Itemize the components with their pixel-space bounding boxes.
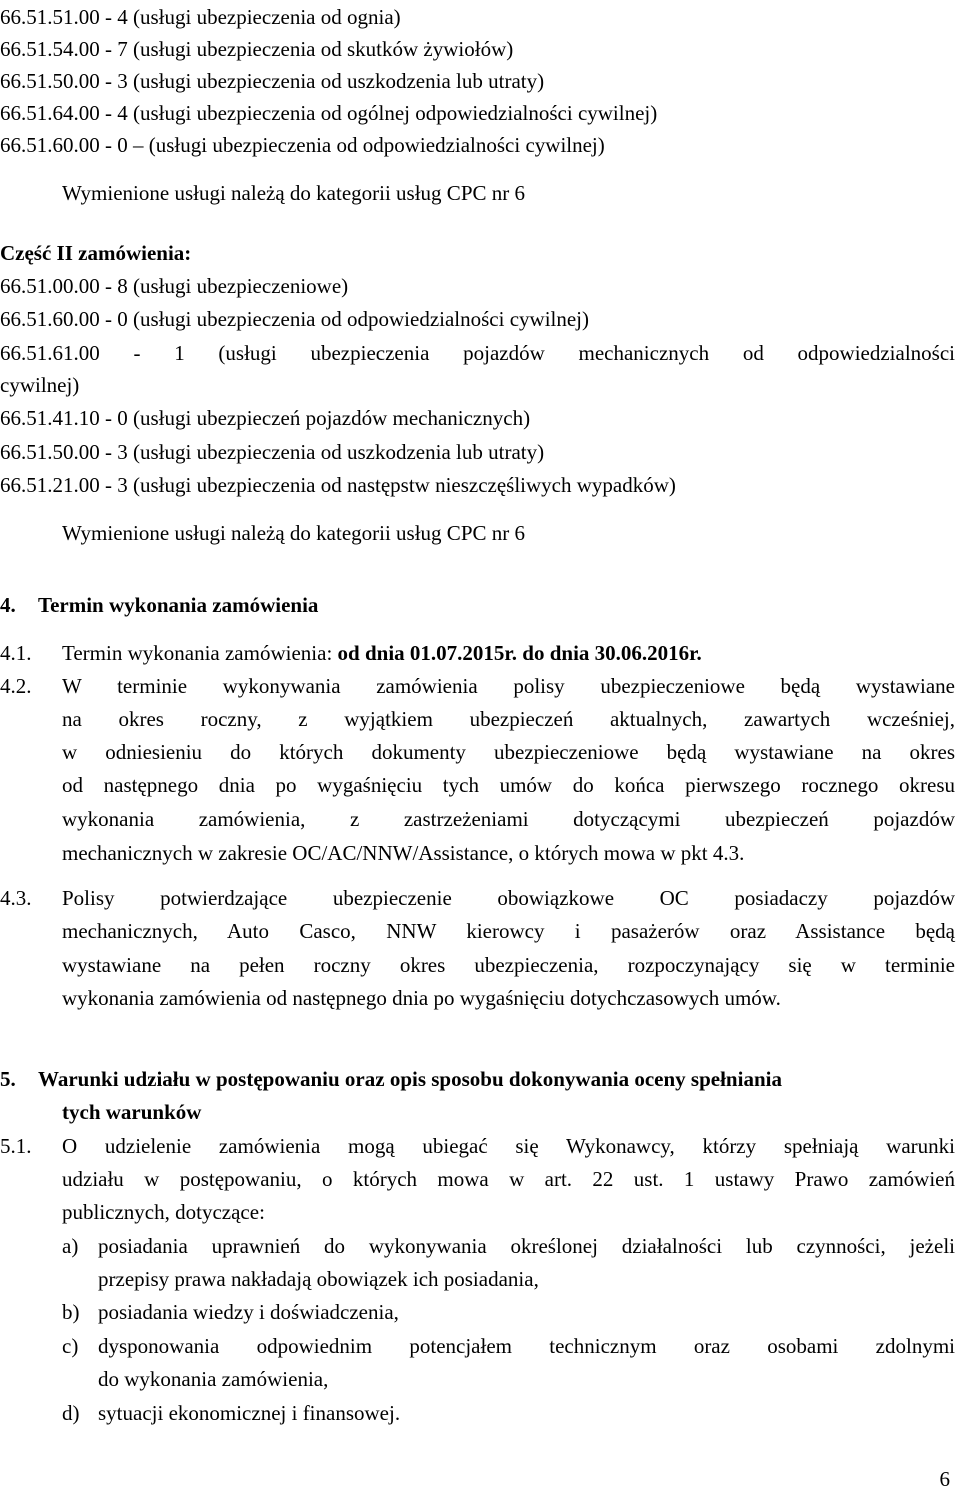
- paragraph-line: mechanicznych, Auto Casco, NNW kierowcy i pasażerów oraz Assistance będą: [62, 919, 955, 943]
- list-item-line: przepisy prawa nakładają obowiązek ich posiadania,: [98, 1267, 539, 1291]
- section-title: Warunki udziału w postępowaniu oraz opis sposobu dokonywania oceny spełniania: [38, 1067, 782, 1091]
- service-line: 66.51.50.00 - 3 (usługi ubezpieczenia od uszkodzenia lub utraty): [0, 440, 545, 464]
- paragraph-line: udziału w postępowaniu, o których mowa w art. 22 ust. 1 ustawy Prawo zamówień: [62, 1167, 955, 1191]
- section-number: 5.: [0, 1067, 16, 1091]
- list-item-letter: c): [62, 1334, 79, 1358]
- service-line: 66.51.41.10 - 0 (usługi ubezpieczeń pojazdów mechanicznych): [0, 406, 531, 430]
- term-dates: od dnia 01.07.2015r. do dnia 30.06.2016r.: [337, 641, 702, 665]
- service-line: 66.51.21.00 - 3 (usługi ubezpieczenia od następstw nieszczęśliwych wypadków): [0, 473, 676, 497]
- paragraph-line: Polisy potwierdzające ubezpieczenie obowiązkowe OC posiadaczy pojazdów: [62, 886, 955, 910]
- paragraph-line: W terminie wykonywania zamówienia polisy ubezpieczeniowe będą wystawiane: [62, 674, 955, 698]
- paragraph-line: wykonania zamówienia, z zastrzeżeniami dotyczącymi ubezpieczeń pojazdów: [62, 807, 955, 831]
- service-line: cywilnej): [0, 373, 80, 397]
- service-line: 66.51.60.00 - 0 – (usługi ubezpieczenia od odpowiedzialności cywilnej): [0, 133, 605, 157]
- service-line: 66.51.00.00 - 8 (usługi ubezpieczeniowe): [0, 274, 349, 298]
- paragraph-number: 5.1.: [0, 1134, 32, 1158]
- service-line: 66.51.50.00 - 3 (usługi ubezpieczenia od uszkodzenia lub utraty): [0, 69, 545, 93]
- cpc-note: Wymienione usługi należą do kategorii usług CPC nr 6: [62, 181, 525, 205]
- paragraph-line: mechanicznych w zakresie OC/AC/NNW/Assistance, o których mowa w pkt 4.3.: [62, 841, 745, 865]
- list-item-letter: a): [62, 1234, 79, 1258]
- list-item-line: posiadania wiedzy i doświadczenia,: [98, 1300, 399, 1324]
- paragraph-number: 4.2.: [0, 674, 32, 698]
- service-line: 66.51.60.00 - 0 (usługi ubezpieczenia od odpowiedzialności cywilnej): [0, 307, 590, 331]
- service-line: 66.51.54.00 - 7 (usługi ubezpieczenia od skutków żywiołów): [0, 37, 514, 61]
- term-label: Termin wykonania zamówienia:: [62, 641, 338, 665]
- part-heading: Część II zamówienia:: [0, 241, 192, 265]
- list-item-line: dysponowania odpowiednim potencjałem technicznym oraz osobami zdolnymi: [98, 1334, 955, 1358]
- paragraph-line: w odniesieniu do których dokumenty ubezpieczeniowe będą wystawiane na okres: [62, 740, 955, 764]
- paragraph-line: wystawiane na pełen roczny okres ubezpieczenia, rozpoczynający się w terminie: [62, 953, 955, 977]
- list-item-line: do wykonania zamówienia,: [98, 1367, 329, 1391]
- cpc-note: Wymienione usługi należą do kategorii usług CPC nr 6: [62, 521, 525, 545]
- paragraph-line: publicznych, dotyczące:: [62, 1200, 265, 1224]
- paragraph-line: O udzielenie zamówienia mogą ubiegać się Wykonawcy, którzy spełniają warunki: [62, 1134, 955, 1158]
- term-line: [62, 640, 702, 666]
- paragraph-number: 4.1.: [0, 641, 32, 665]
- section-title: tych warunków: [62, 1100, 202, 1124]
- list-item-letter: d): [62, 1401, 80, 1425]
- section-number: 4.: [0, 593, 16, 617]
- service-line: 66.51.64.00 - 4 (usługi ubezpieczenia od ogólnej odpowiedzialności cywilnej): [0, 101, 658, 125]
- service-line: 66.51.51.00 - 4 (usługi ubezpieczenia od ognia): [0, 5, 401, 29]
- list-item-line: sytuacji ekonomicznej i finansowej.: [98, 1401, 401, 1425]
- list-item-line: posiadania uprawnień do wykonywania określonej działalności lub czynności, jeżeli: [98, 1234, 955, 1258]
- paragraph-line: wykonania zamówienia od następnego dnia po wygaśnięciu dotychczasowych umów.: [62, 986, 781, 1010]
- service-line: 66.51.61.00 - 1 (usługi ubezpieczenia pojazdów mechanicznych od odpowiedzialności: [0, 341, 955, 365]
- paragraph-number: 4.3.: [0, 886, 32, 910]
- page-number: 6: [939, 1467, 950, 1491]
- paragraph-line: na okres roczny, z wyjątkiem ubezpieczeń aktualnych, zawartych wcześniej,: [62, 707, 955, 731]
- section-title: Termin wykonania zamówienia: [38, 593, 319, 617]
- paragraph-line: od następnego dnia po wygaśnięciu tych umów do końca pierwszego rocznego okresu: [62, 773, 955, 797]
- list-item-letter: b): [62, 1300, 80, 1324]
